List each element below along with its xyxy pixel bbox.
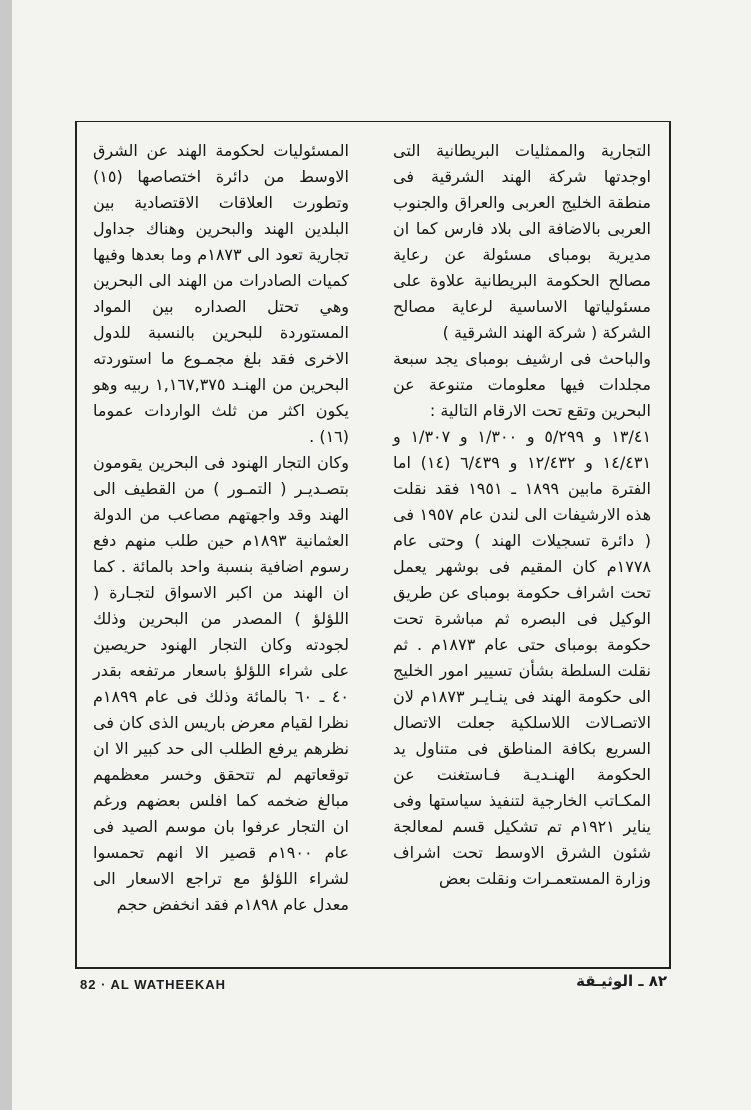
- column-left: [93, 138, 349, 918]
- text-frame: [75, 122, 671, 969]
- paragraph: والباحث فى ارشيف بومباى يجد سبعة مجلدات فيها معلومات متنوعة عن البحرين وتقع تحت الارقام التالية :: [393, 349, 651, 420]
- footer-page-label-latin: 82 · AL WATHEEKAH: [80, 977, 227, 992]
- paragraph: المسئوليات لحكومة الهند عن الشرق الاوسط من دائرة اختصاصها (١٥) وتطورت العلاقات الاقتصادية بين البلدين الهند والبحرين وهناك جداول تجارية تعود الى ١٨٧٣م وما بعدها وفيها كميات الصادرات من الهند الى البحرين وهي تحتل الصداره بين المواد المستوردة للبحرين بالنسبة للدول الاخرى فقد بلغ مجمـوع ما استوردته البحرين من الهنـد ١,١٦٧,٣٧٥ ربيه وهو يكون اكثر من ثلث الواردات عموما (١٦) .: [93, 141, 350, 446]
- paragraph: ١٣/٤١ و ٥/٢٩٩ و ١/٣٠٠ و ١/٣٠٧ و ١٤/٤٣١ و ١٢/٤٣٢ و ٦/٤٣٩ (١٤) اما الفترة مابين ١٨٩٩ ـ ١٩٥١ فقد نقلت هذه الارشيفات الى لندن عام ١٩٥٧ فى ( دائرة تسجيلات الهند ) وحتى عام ١٧٧٨م كان المقيم فى بوشهر يعمل تحت اشراف حكومة بومباى عن طريق الوكيل فى البصره ثم مباشرة تحت حكومة بومباى حتى عام ١٨٧٣م . ثم نقلت السلطة بشأن تسيير امور الخليج الى حكومة الهند فى ينـايـر ١٨٧٣م لان الاتصـالات اللاسلكية جعلت الاتصال السريع بكافة المناطق فى متناول يد الحكومة الهنـديـة فـاستغنت عن المكـاتب الخارجية لتنفيذ سياستها وفى يناير ١٩٢١م تم تشكيل قسم لمعالجة شئون الشرق الاوسط تحت اشراف وزارة المستعمـرات ونقلت بعض: [393, 427, 652, 888]
- footer-rule: [75, 967, 671, 969]
- paragraph: وكان التجار الهنود فى البحرين يقومون بتصـديـر ( التمـور ) من القطيف الى الهند وقد واجهتهم مصاعب من الدولة العثمانية ١٨٩٣م حين طلب منهم دفع رسوم اضافية بنسبة واحد بالمائة . كما ان الهند من اكبر الاسواق لتجـارة ( اللؤلؤ ) المصدر من البحرين وذلك لجودته وكان التجار الهنود حريصين على شراء اللؤلؤ باسعار مرتفعه بقدر ٤٠ ـ ٦٠ بالمائة وذلك فى عام ١٨٩٩م نظرا لقيام معرض باريس الذى كان فى نظرهم يرفع الطلب الى حد كبير الا ان توقعاتهم لم تتحقق وخسر معظمهم مبالغ ضخمه كما افلس بعضهم ورغم ان التجار عرفوا بان موسم الصيد فى عام ١٩٠٠م قصير الا انهم تحمسوا لشراء اللؤلؤ مع تراجع الاسعار الى معدل عام ١٨٩٨م فقد انخفض حجم: [93, 453, 349, 914]
- paragraph: التجارية والممثليات البريطانية التى اوجدتها شركة الهند الشرقية فى منطقة الخليج العربى والعراق والجنوب العربى بالاضافة الى بلاد فارس كما ان مديرية بومباى مسئولة عن رعاية مصالح الحكومة البريطانية علاوة على مسئولياتها الاساسية لرعاية مصالح الشركة ( شركة الهند الشرقية ): [393, 141, 651, 342]
- footer-page-label-arabic: ٨٢ ـ الوثيـقة: [576, 972, 667, 990]
- column-right: [393, 138, 651, 892]
